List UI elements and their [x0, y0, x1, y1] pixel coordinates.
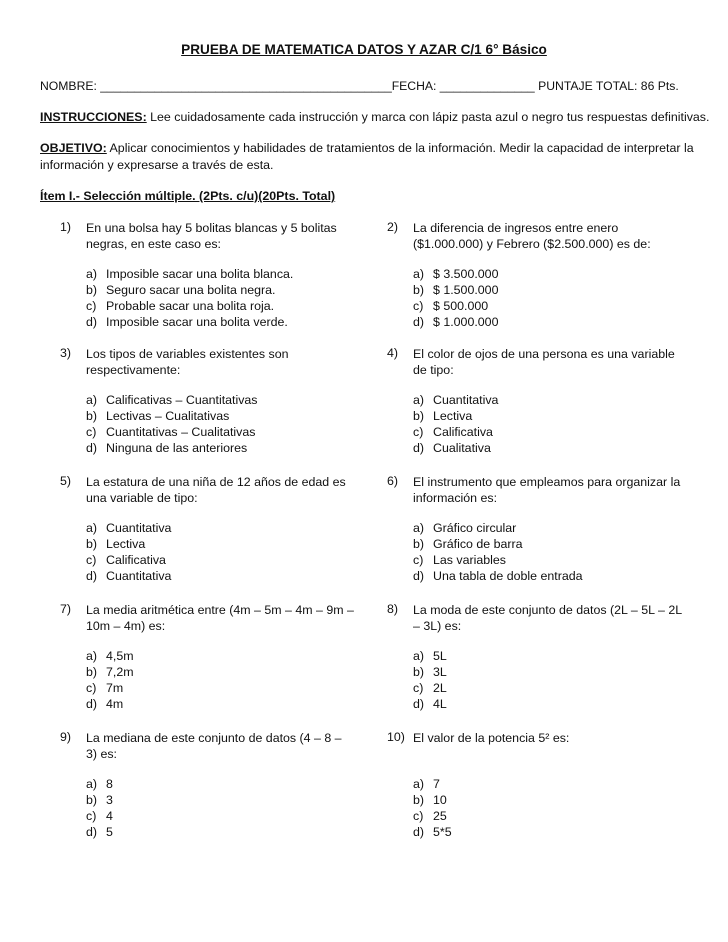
option-text: $ 3.500.000: [433, 267, 499, 281]
option-text: Cuantitativa: [106, 521, 172, 535]
option-letter: b): [413, 537, 425, 551]
option-text: 2L: [433, 681, 447, 695]
option-text: 5*5: [433, 825, 452, 839]
option-list: [413, 520, 583, 584]
option-text: 5L: [433, 649, 447, 663]
option-letter: b): [86, 409, 98, 423]
option-text: Calificativa: [433, 425, 493, 439]
instructions-line: [40, 110, 709, 124]
option-text: 5: [106, 825, 113, 839]
option-c[interactable]: [86, 298, 293, 314]
option-d[interactable]: [86, 824, 113, 840]
option-letter: a): [86, 393, 98, 407]
option-text: 4L: [433, 697, 447, 711]
option-text: 4,5m: [106, 649, 134, 663]
option-letter: d): [413, 315, 425, 329]
option-letter: c): [413, 809, 424, 823]
option-letter: a): [86, 267, 98, 281]
option-list: [413, 392, 498, 456]
option-a[interactable]: [413, 776, 452, 792]
option-c[interactable]: [86, 808, 113, 824]
option-letter: a): [86, 649, 98, 663]
option-text: Las variables: [433, 553, 507, 567]
option-d[interactable]: [86, 696, 134, 712]
question-number: 2): [387, 220, 399, 234]
option-d[interactable]: [413, 568, 583, 584]
option-text: Lectivas – Cualitativas: [106, 409, 230, 423]
option-letter: b): [413, 665, 425, 679]
option-letter: d): [86, 697, 98, 711]
option-list: [413, 776, 452, 840]
option-text: Seguro sacar una bolita negra.: [106, 283, 276, 297]
question-stem: El valor de la potencia 5² es:: [413, 731, 570, 745]
option-letter: a): [413, 267, 425, 281]
instructions-text: Lee cuidadosamente cada instrucción y marca con lápiz pasta azul o negro tus respuestas definitivas.: [146, 110, 710, 124]
option-d[interactable]: [413, 696, 447, 712]
question-stem: El instrumento que empleamos para organizar la información es:: [413, 475, 681, 505]
option-text: 7m: [106, 681, 124, 695]
option-a[interactable]: [413, 648, 447, 664]
objective-label: OBJETIVO:: [40, 141, 107, 155]
objective-line-1: [40, 141, 694, 155]
option-text: 4: [106, 809, 113, 823]
option-letter: c): [413, 425, 424, 439]
question-number: 6): [387, 474, 399, 488]
option-a[interactable]: [413, 392, 498, 408]
option-list: [86, 776, 113, 840]
option-list: [86, 648, 134, 712]
option-d[interactable]: [86, 314, 293, 330]
option-letter: d): [413, 697, 425, 711]
option-letter: b): [413, 409, 425, 423]
option-text: Gráfico circular: [433, 521, 517, 535]
option-a[interactable]: [86, 648, 134, 664]
option-letter: c): [86, 553, 97, 567]
option-b[interactable]: [86, 282, 293, 298]
option-list: [86, 392, 258, 456]
option-b[interactable]: [413, 408, 498, 424]
question-number: 3): [60, 346, 72, 360]
question-number: 1): [60, 220, 72, 234]
option-b[interactable]: [413, 282, 498, 298]
option-letter: b): [86, 793, 98, 807]
option-c[interactable]: [86, 424, 258, 440]
option-letter: d): [413, 825, 425, 839]
option-d[interactable]: [413, 314, 498, 330]
option-letter: c): [413, 553, 424, 567]
option-text: Lectiva: [433, 409, 473, 423]
question-stem: La diferencia de ingresos entre enero ($1.000.000) y Febrero ($2.500.000) es de:: [413, 221, 651, 251]
option-letter: c): [413, 681, 424, 695]
option-d[interactable]: [413, 824, 452, 840]
option-letter: d): [86, 315, 98, 329]
option-text: Imposible sacar una bolita blanca.: [106, 267, 294, 281]
option-c[interactable]: [413, 424, 498, 440]
option-letter: d): [86, 569, 98, 583]
option-text: Probable sacar una bolita roja.: [106, 299, 275, 313]
option-c[interactable]: [413, 298, 498, 314]
item-title: Ítem I.- Selección múltiple. (2Pts. c/u)(20Pts. Total): [40, 189, 336, 203]
option-d[interactable]: [86, 440, 258, 456]
option-letter: b): [413, 793, 425, 807]
option-letter: c): [413, 299, 424, 313]
question-stem: El color de ojos de una persona es una variable de tipo:: [413, 347, 675, 377]
option-text: Imposible sacar una bolita verde.: [106, 315, 288, 329]
option-a[interactable]: [413, 520, 583, 536]
option-b[interactable]: [413, 792, 452, 808]
question-number: 10): [387, 730, 405, 744]
question-stem: La mediana de este conjunto de datos (4 – 8 – 3) es:: [86, 731, 342, 761]
option-list: [86, 520, 171, 584]
option-a[interactable]: [413, 266, 498, 282]
option-letter: b): [86, 665, 98, 679]
option-text: Cuantitativa: [106, 569, 172, 583]
option-b[interactable]: [86, 792, 113, 808]
question-stem: Los tipos de variables existentes son respectivamente:: [86, 347, 289, 377]
exam-title: PRUEBA DE MATEMATICA DATOS Y AZAR C/1 6° Básico: [181, 42, 547, 57]
option-text: 25: [433, 809, 447, 823]
question-stem: La moda de este conjunto de datos (2L – 5L – 2L – 3L) es:: [413, 603, 682, 633]
option-c[interactable]: [413, 680, 447, 696]
option-text: Ninguna de las anteriores: [106, 441, 248, 455]
option-text: 4m: [106, 697, 124, 711]
option-list: [413, 266, 498, 330]
question-number: 7): [60, 602, 72, 616]
option-letter: b): [413, 283, 425, 297]
question-number: 8): [387, 602, 399, 616]
option-c[interactable]: [413, 552, 583, 568]
option-letter: c): [86, 809, 97, 823]
option-letter: b): [86, 537, 98, 551]
question-stem: La media aritmética entre (4m – 5m – 4m – 9m – 10m – 4m) es:: [86, 603, 354, 633]
option-letter: a): [413, 393, 425, 407]
option-letter: c): [86, 299, 97, 313]
option-text: 3: [106, 793, 113, 807]
option-letter: a): [86, 777, 98, 791]
option-b[interactable]: [413, 536, 583, 552]
option-a[interactable]: [86, 776, 113, 792]
objective-line-2: información y expresarse a través de esta.: [40, 158, 274, 172]
option-c[interactable]: [86, 552, 171, 568]
option-c[interactable]: [413, 808, 452, 824]
option-a[interactable]: [86, 392, 258, 408]
option-text: Cualitativa: [433, 441, 491, 455]
name-date-score-line: NOMBRE: ___________________________________________FECHA: ______________ PUNTAJE TOTAL: 86 Pts.: [40, 79, 679, 93]
option-b[interactable]: [413, 664, 447, 680]
option-letter: c): [86, 425, 97, 439]
option-text: $ 500.000: [433, 299, 489, 313]
option-text: $ 1.500.000: [433, 283, 499, 297]
option-text: 10: [433, 793, 447, 807]
option-c[interactable]: [86, 680, 134, 696]
question-stem: En una bolsa hay 5 bolitas blancas y 5 bolitas negras, en este caso es:: [86, 221, 337, 251]
option-text: Calificativa: [106, 553, 166, 567]
objective-text-1: Aplicar conocimientos y habilidades de tratamientos de la información. Medir la capacidad de interpretar la: [106, 141, 694, 155]
option-text: Una tabla de doble entrada: [433, 569, 583, 583]
question-number: 5): [60, 474, 72, 488]
option-a[interactable]: [86, 266, 293, 282]
option-text: Calificativas – Cuantitativas: [106, 393, 258, 407]
option-letter: c): [86, 681, 97, 695]
option-text: $ 1.000.000: [433, 315, 499, 329]
option-text: Lectiva: [106, 537, 146, 551]
question-stem: La estatura de una niña de 12 años de edad es una variable de tipo:: [86, 475, 346, 505]
option-letter: d): [413, 441, 425, 455]
question-number: 4): [387, 346, 399, 360]
option-d[interactable]: [86, 568, 171, 584]
option-text: 7,2m: [106, 665, 134, 679]
instructions-label: INSTRUCCIONES:: [40, 110, 147, 124]
option-letter: a): [413, 777, 425, 791]
question-number: 9): [60, 730, 72, 744]
option-letter: d): [86, 441, 98, 455]
option-letter: b): [86, 283, 98, 297]
option-text: 3L: [433, 665, 447, 679]
option-text: 8: [106, 777, 113, 791]
option-list: [413, 648, 447, 712]
option-b[interactable]: [86, 664, 134, 680]
option-a[interactable]: [86, 520, 171, 536]
option-letter: a): [86, 521, 98, 535]
option-letter: a): [413, 521, 425, 535]
option-text: Cuantitativas – Cualitativas: [106, 425, 256, 439]
option-letter: a): [413, 649, 425, 663]
option-d[interactable]: [413, 440, 498, 456]
option-text: Gráfico de barra: [433, 537, 523, 551]
option-b[interactable]: [86, 408, 258, 424]
option-letter: d): [86, 825, 98, 839]
option-text: 7: [433, 777, 440, 791]
option-list: [86, 266, 293, 330]
option-text: Cuantitativa: [433, 393, 499, 407]
option-b[interactable]: [86, 536, 171, 552]
option-letter: d): [413, 569, 425, 583]
